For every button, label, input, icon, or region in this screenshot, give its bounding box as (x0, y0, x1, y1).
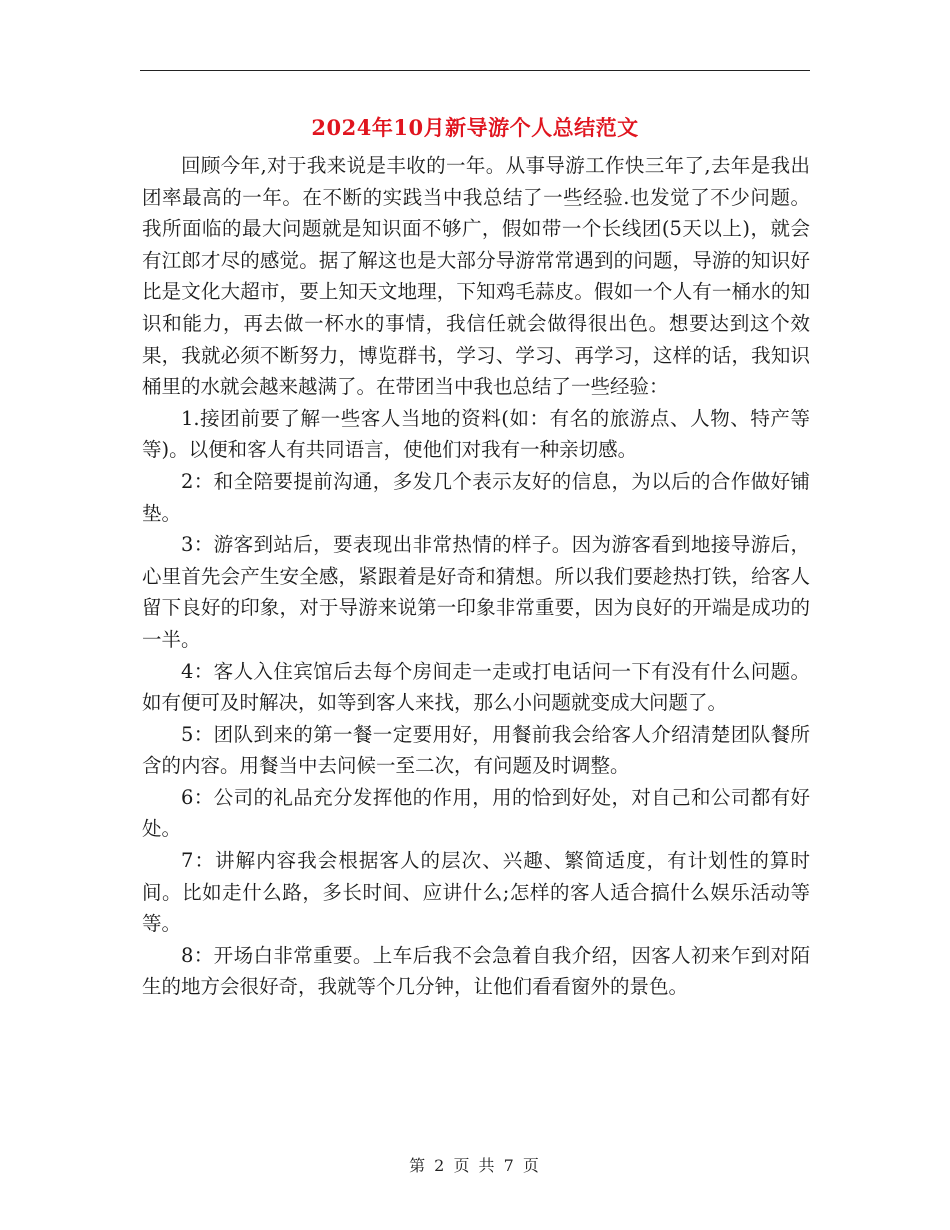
point-8-paragraph: 8：开场白非常重要。上车后我不会急着自我介绍，因客人初来乍到对陌生的地方会很好奇，我就等个几分钟，让他们看看窗外的景色。 (142, 943, 810, 999)
intro-paragraph: 回顾今年,对于我来说是丰收的一年。从事导游工作快三年了,去年是我出团率最高的一年。在不断的实践当中我总结了一些经验.也发觉了不少问题。我所面临的最大问题就是知识面不够广，假如带一个长线团(5天以上)，就会有江郎才尽的感觉。据了解这也是大部分导游常常遇到的问题，导游的知识好比是文化大超市，要上知天文地理，下知鸡毛蒜皮。假如一个人有一桶水的知识和能力，再去做一杯水的事情，我信任就会做得很出色。想要达到这个效果，我就必须不断努力，博览群书，学习、学习、再学习，这样的话，我知识桶里的水就会越来越满了。在带团当中我也总结了一些经验： (142, 154, 810, 399)
point-1-paragraph: 1.接团前要了解一些客人当地的资料(如：有名的旅游点、人物、特产等等)。以便和客人有共同语言，使他们对我有一种亲切感。 (142, 406, 810, 462)
point-6-paragraph: 6：公司的礼品充分发挥他的作用，用的恰到好处，对自己和公司都有好处。 (142, 785, 810, 841)
header-divider (140, 70, 810, 71)
point-4-paragraph: 4：客人入住宾馆后去每个房间走一走或打电话问一下有没有什么问题。如有便可及时解决，如等到客人来找，那么小问题就变成大问题了。 (142, 659, 810, 715)
point-7-paragraph: 7：讲解内容我会根据客人的层次、兴趣、繁简适度，有计划性的算时间。比如走什么路，多长时间、应讲什么;怎样的客人适合搞什么娱乐活动等等。 (142, 849, 810, 936)
page-number-footer: 第 2 页 共 7 页 (409, 1156, 541, 1175)
point-2-paragraph: 2：和全陪要提前沟通，多发几个表示友好的信息，为以后的合作做好铺垫。 (142, 469, 810, 525)
document-body (142, 150, 810, 1003)
point-5-paragraph: 5：团队到来的第一餐一定要用好，用餐前我会给客人介绍清楚团队餐所含的内容。用餐当中去问候一至二次，有问题及时调整。 (142, 722, 810, 778)
point-3-paragraph: 3：游客到站后，要表现出非常热情的样子。因为游客看到地接导游后，心里首先会产生安全感，紧跟着是好奇和猜想。所以我们要趁热打铁，给客人留下良好的印象，对于导游来说第一印象非常重要，因为良好的开端是成功的一半。 (142, 533, 810, 651)
document-title: 2024年10月新导游个人总结范文 (311, 115, 639, 140)
